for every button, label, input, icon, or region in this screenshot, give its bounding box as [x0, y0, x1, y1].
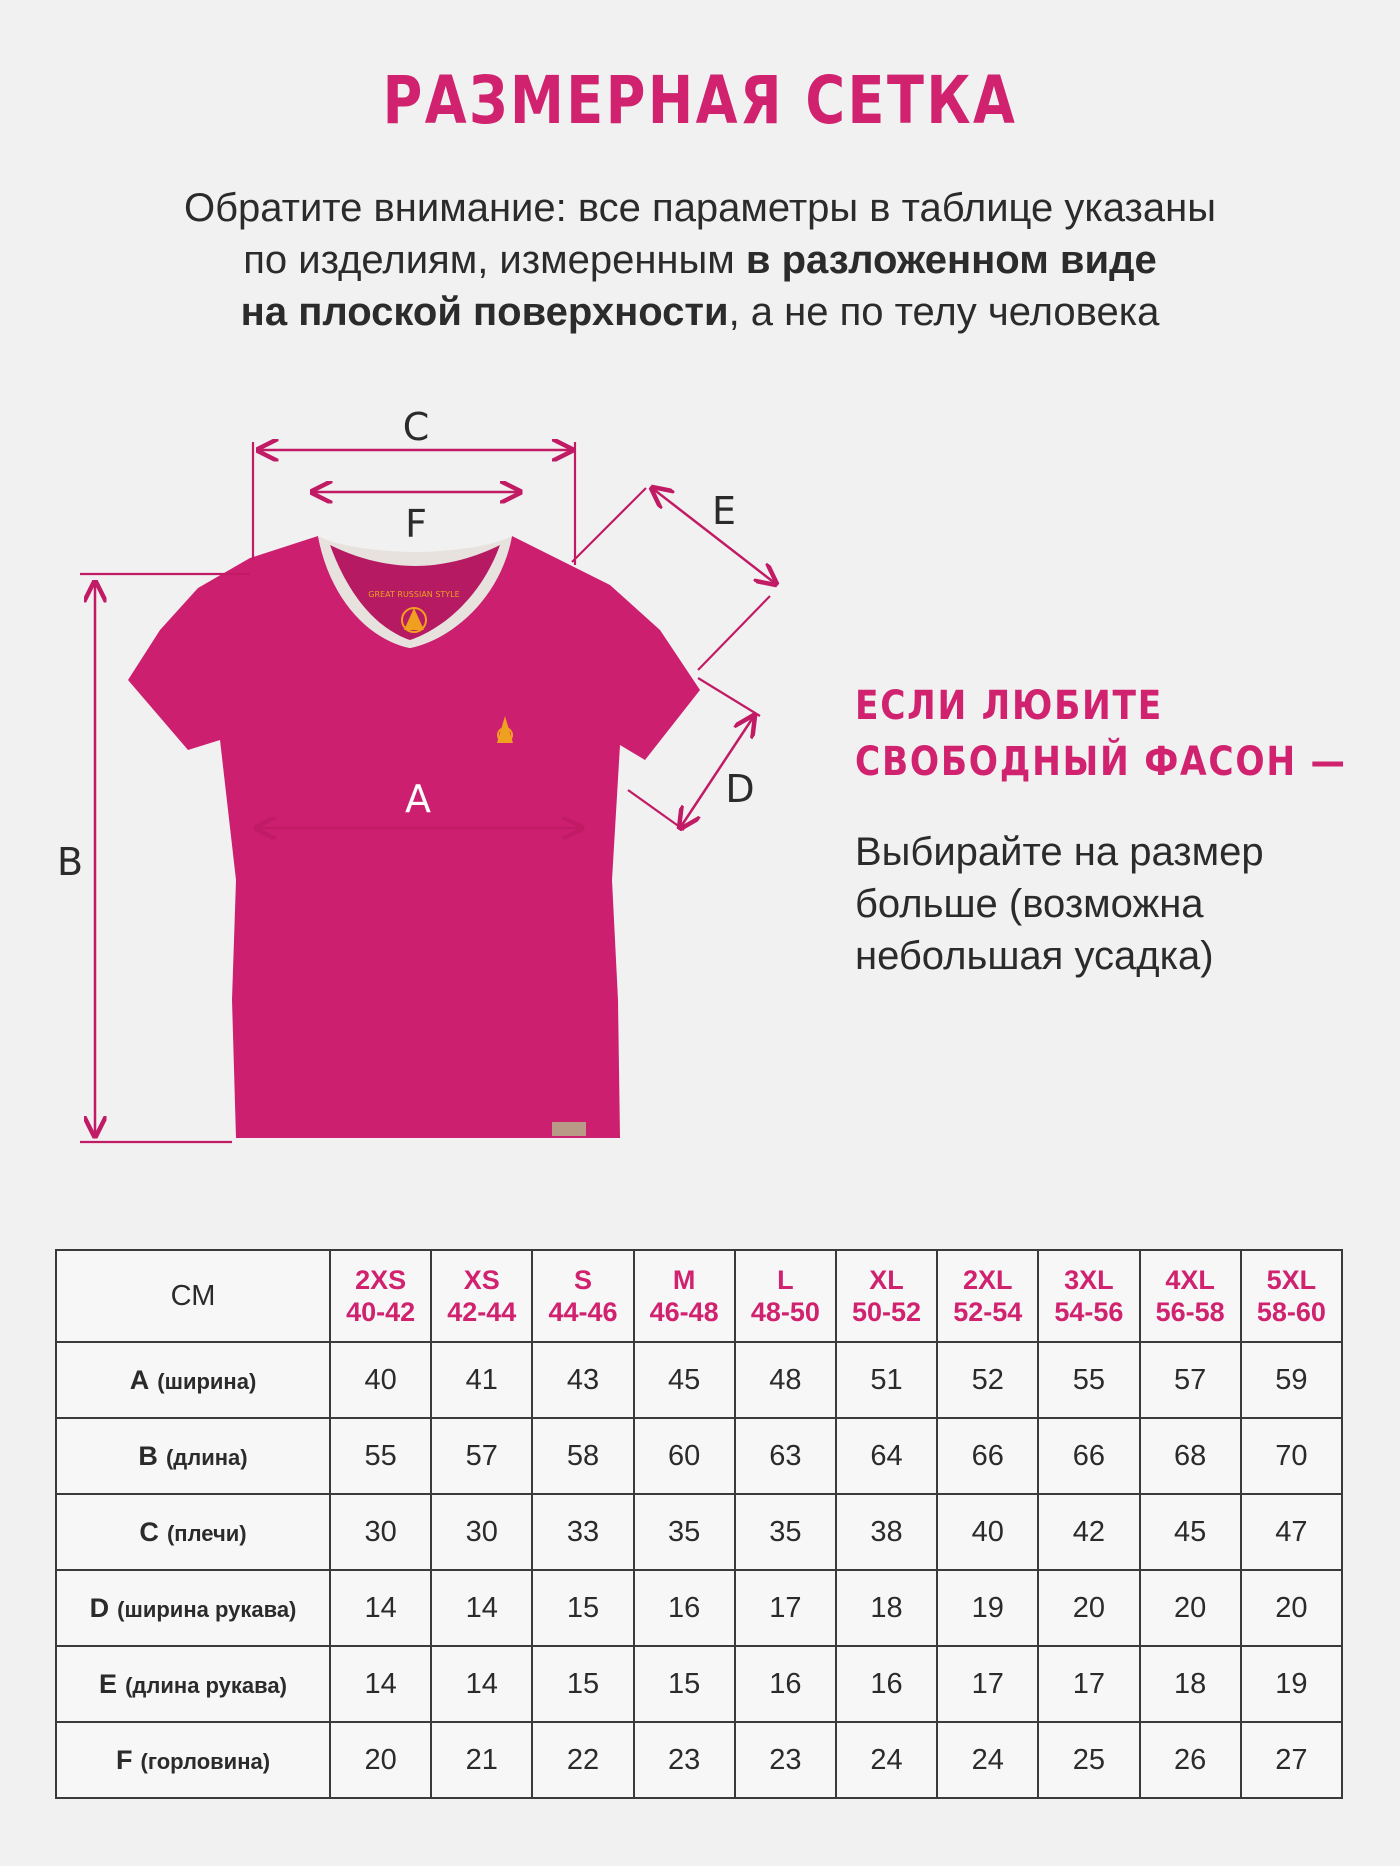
table-row	[56, 1418, 1342, 1494]
unit-header: СМ	[56, 1250, 330, 1342]
label-f: F	[405, 502, 427, 546]
size-value-cell: 40	[937, 1494, 1038, 1570]
size-value-cell: 16	[634, 1570, 735, 1646]
size-value-cell: 30	[330, 1494, 431, 1570]
size-value-cell: 52	[937, 1342, 1038, 1418]
size-col-header: 3XL 54-56	[1038, 1250, 1139, 1342]
promo-text-line-3: небольшая усадка)	[855, 934, 1214, 978]
param-description: (ширина)	[157, 1368, 257, 1394]
size-value-cell: 17	[937, 1646, 1038, 1722]
promo-text	[855, 826, 1375, 982]
size-value-cell: 23	[735, 1722, 836, 1798]
size-value-cell: 20	[1140, 1570, 1241, 1646]
param-description: (ширина рукава)	[117, 1596, 297, 1622]
param-letter: B	[138, 1440, 158, 1471]
size-value-cell: 14	[431, 1646, 532, 1722]
size-col-header: L 48-50	[735, 1250, 836, 1342]
param-label	[56, 1494, 330, 1570]
size-value-cell: 47	[1241, 1494, 1342, 1570]
size-value-cell: 23	[634, 1722, 735, 1798]
table-row	[56, 1646, 1342, 1722]
param-letter: F	[115, 1744, 133, 1775]
param-label	[56, 1722, 330, 1798]
size-value-cell: 15	[532, 1646, 633, 1722]
notice-line-3-bold: на плоской поверхности	[240, 290, 729, 334]
size-col-header: 2XL 52-54	[937, 1250, 1038, 1342]
size-value-cell: 60	[634, 1418, 735, 1494]
size-col-header: S 44-46	[532, 1250, 633, 1342]
size-value-cell: 22	[532, 1722, 633, 1798]
size-value-cell: 51	[836, 1342, 937, 1418]
label-e: E	[711, 489, 737, 533]
size-value-cell: 64	[836, 1418, 937, 1494]
notice-line-2-text: по изделиям, измеренным	[243, 238, 746, 282]
size-value-cell: 20	[330, 1722, 431, 1798]
table-row	[56, 1342, 1342, 1418]
size-value-cell: 20	[1038, 1570, 1139, 1646]
size-col-header: M 46-48	[634, 1250, 735, 1342]
promo-text-line-1: Выбирайте на размер	[855, 830, 1264, 874]
size-value-cell: 48	[735, 1342, 836, 1418]
size-value-cell: 26	[1140, 1722, 1241, 1798]
size-value-cell: 58	[532, 1418, 633, 1494]
size-value-cell: 45	[634, 1342, 735, 1418]
promo-heading-line-2: СВОБОДНЫЙ ФАСОН —	[855, 739, 1347, 785]
size-value-cell: 63	[735, 1418, 836, 1494]
size-value-cell: 17	[735, 1570, 836, 1646]
param-label	[56, 1418, 330, 1494]
size-value-cell: 19	[1241, 1646, 1342, 1722]
notice-line-3	[0, 286, 1400, 338]
size-value-cell: 41	[431, 1342, 532, 1418]
size-value-cell: 15	[634, 1646, 735, 1722]
tshirt-measurement-diagram	[0, 390, 820, 1170]
size-value-cell: 57	[1140, 1342, 1241, 1418]
label-d: D	[725, 767, 755, 811]
size-value-cell: 70	[1241, 1418, 1342, 1494]
param-description: (длина рукава)	[125, 1672, 287, 1698]
size-value-cell: 18	[1140, 1646, 1241, 1722]
size-col-header: XL 50-52	[836, 1250, 937, 1342]
size-value-cell: 55	[330, 1418, 431, 1494]
size-value-cell: 19	[937, 1570, 1038, 1646]
table-row	[56, 1570, 1342, 1646]
size-col-header: XS 42-44	[431, 1250, 532, 1342]
size-value-cell: 24	[937, 1722, 1038, 1798]
size-col-header: 2XS 40-42	[330, 1250, 431, 1342]
param-letter: A	[129, 1364, 150, 1395]
neck-print-text: GREAT RUSSIAN STYLE	[368, 590, 460, 599]
hem-tag	[552, 1122, 586, 1136]
size-value-cell: 15	[532, 1570, 633, 1646]
size-value-cell: 27	[1241, 1722, 1342, 1798]
param-letter: E	[99, 1668, 118, 1699]
size-value-cell: 35	[735, 1494, 836, 1570]
size-value-cell: 66	[937, 1418, 1038, 1494]
param-letter: D	[89, 1592, 110, 1623]
size-value-cell: 66	[1038, 1418, 1139, 1494]
size-value-cell: 42	[1038, 1494, 1139, 1570]
size-value-cell: 40	[330, 1342, 431, 1418]
promo-text-line-2: больше (возможна	[855, 882, 1204, 926]
label-b: B	[56, 840, 84, 884]
size-value-cell: 55	[1038, 1342, 1139, 1418]
size-value-cell: 43	[532, 1342, 633, 1418]
size-value-cell: 35	[634, 1494, 735, 1570]
size-chart-table	[55, 1249, 1343, 1799]
promo-heading	[855, 678, 1347, 790]
notice-line-1: Обратите внимание: все параметры в таблице указаны	[184, 186, 1216, 230]
table-row	[56, 1722, 1342, 1798]
size-rows	[56, 1342, 1342, 1798]
param-label	[56, 1570, 330, 1646]
size-value-cell: 33	[532, 1494, 633, 1570]
size-col-header: 4XL 56-58	[1140, 1250, 1241, 1342]
size-value-cell: 25	[1038, 1722, 1139, 1798]
size-value-cell: 14	[431, 1570, 532, 1646]
size-value-cell: 57	[431, 1418, 532, 1494]
size-value-cell: 20	[1241, 1570, 1342, 1646]
param-letter: C	[139, 1516, 159, 1547]
param-description: (плечи)	[166, 1520, 247, 1546]
size-header-row	[56, 1250, 1342, 1342]
size-value-cell: 21	[431, 1722, 532, 1798]
size-value-cell: 30	[431, 1494, 532, 1570]
param-label	[56, 1342, 330, 1418]
size-value-cell: 14	[330, 1646, 431, 1722]
notice-line-2-bold: в разложенном виде	[745, 238, 1157, 282]
param-label	[56, 1646, 330, 1722]
size-value-cell: 38	[836, 1494, 937, 1570]
size-value-cell: 45	[1140, 1494, 1241, 1570]
notice-line-2	[0, 234, 1400, 286]
size-value-cell: 16	[836, 1646, 937, 1722]
param-description: (длина)	[165, 1444, 248, 1470]
table-row	[56, 1494, 1342, 1570]
size-value-cell: 14	[330, 1570, 431, 1646]
page-title: РАЗМЕРНАЯ СЕТКА	[382, 62, 1018, 139]
size-value-cell: 68	[1140, 1418, 1241, 1494]
label-a: A	[405, 777, 431, 821]
size-value-cell: 59	[1241, 1342, 1342, 1418]
size-value-cell: 18	[836, 1570, 937, 1646]
promo-heading-line-1: ЕСЛИ ЛЮБИТЕ	[855, 683, 1163, 729]
size-value-cell: 16	[735, 1646, 836, 1722]
param-description: (горловина)	[140, 1748, 271, 1774]
measurement-notice	[0, 182, 1400, 338]
notice-line-3-text: , а не по телу человека	[728, 290, 1160, 334]
size-col-header: 5XL 58-60	[1241, 1250, 1342, 1342]
size-value-cell: 17	[1038, 1646, 1139, 1722]
size-value-cell: 24	[836, 1722, 937, 1798]
label-c: C	[402, 405, 430, 449]
